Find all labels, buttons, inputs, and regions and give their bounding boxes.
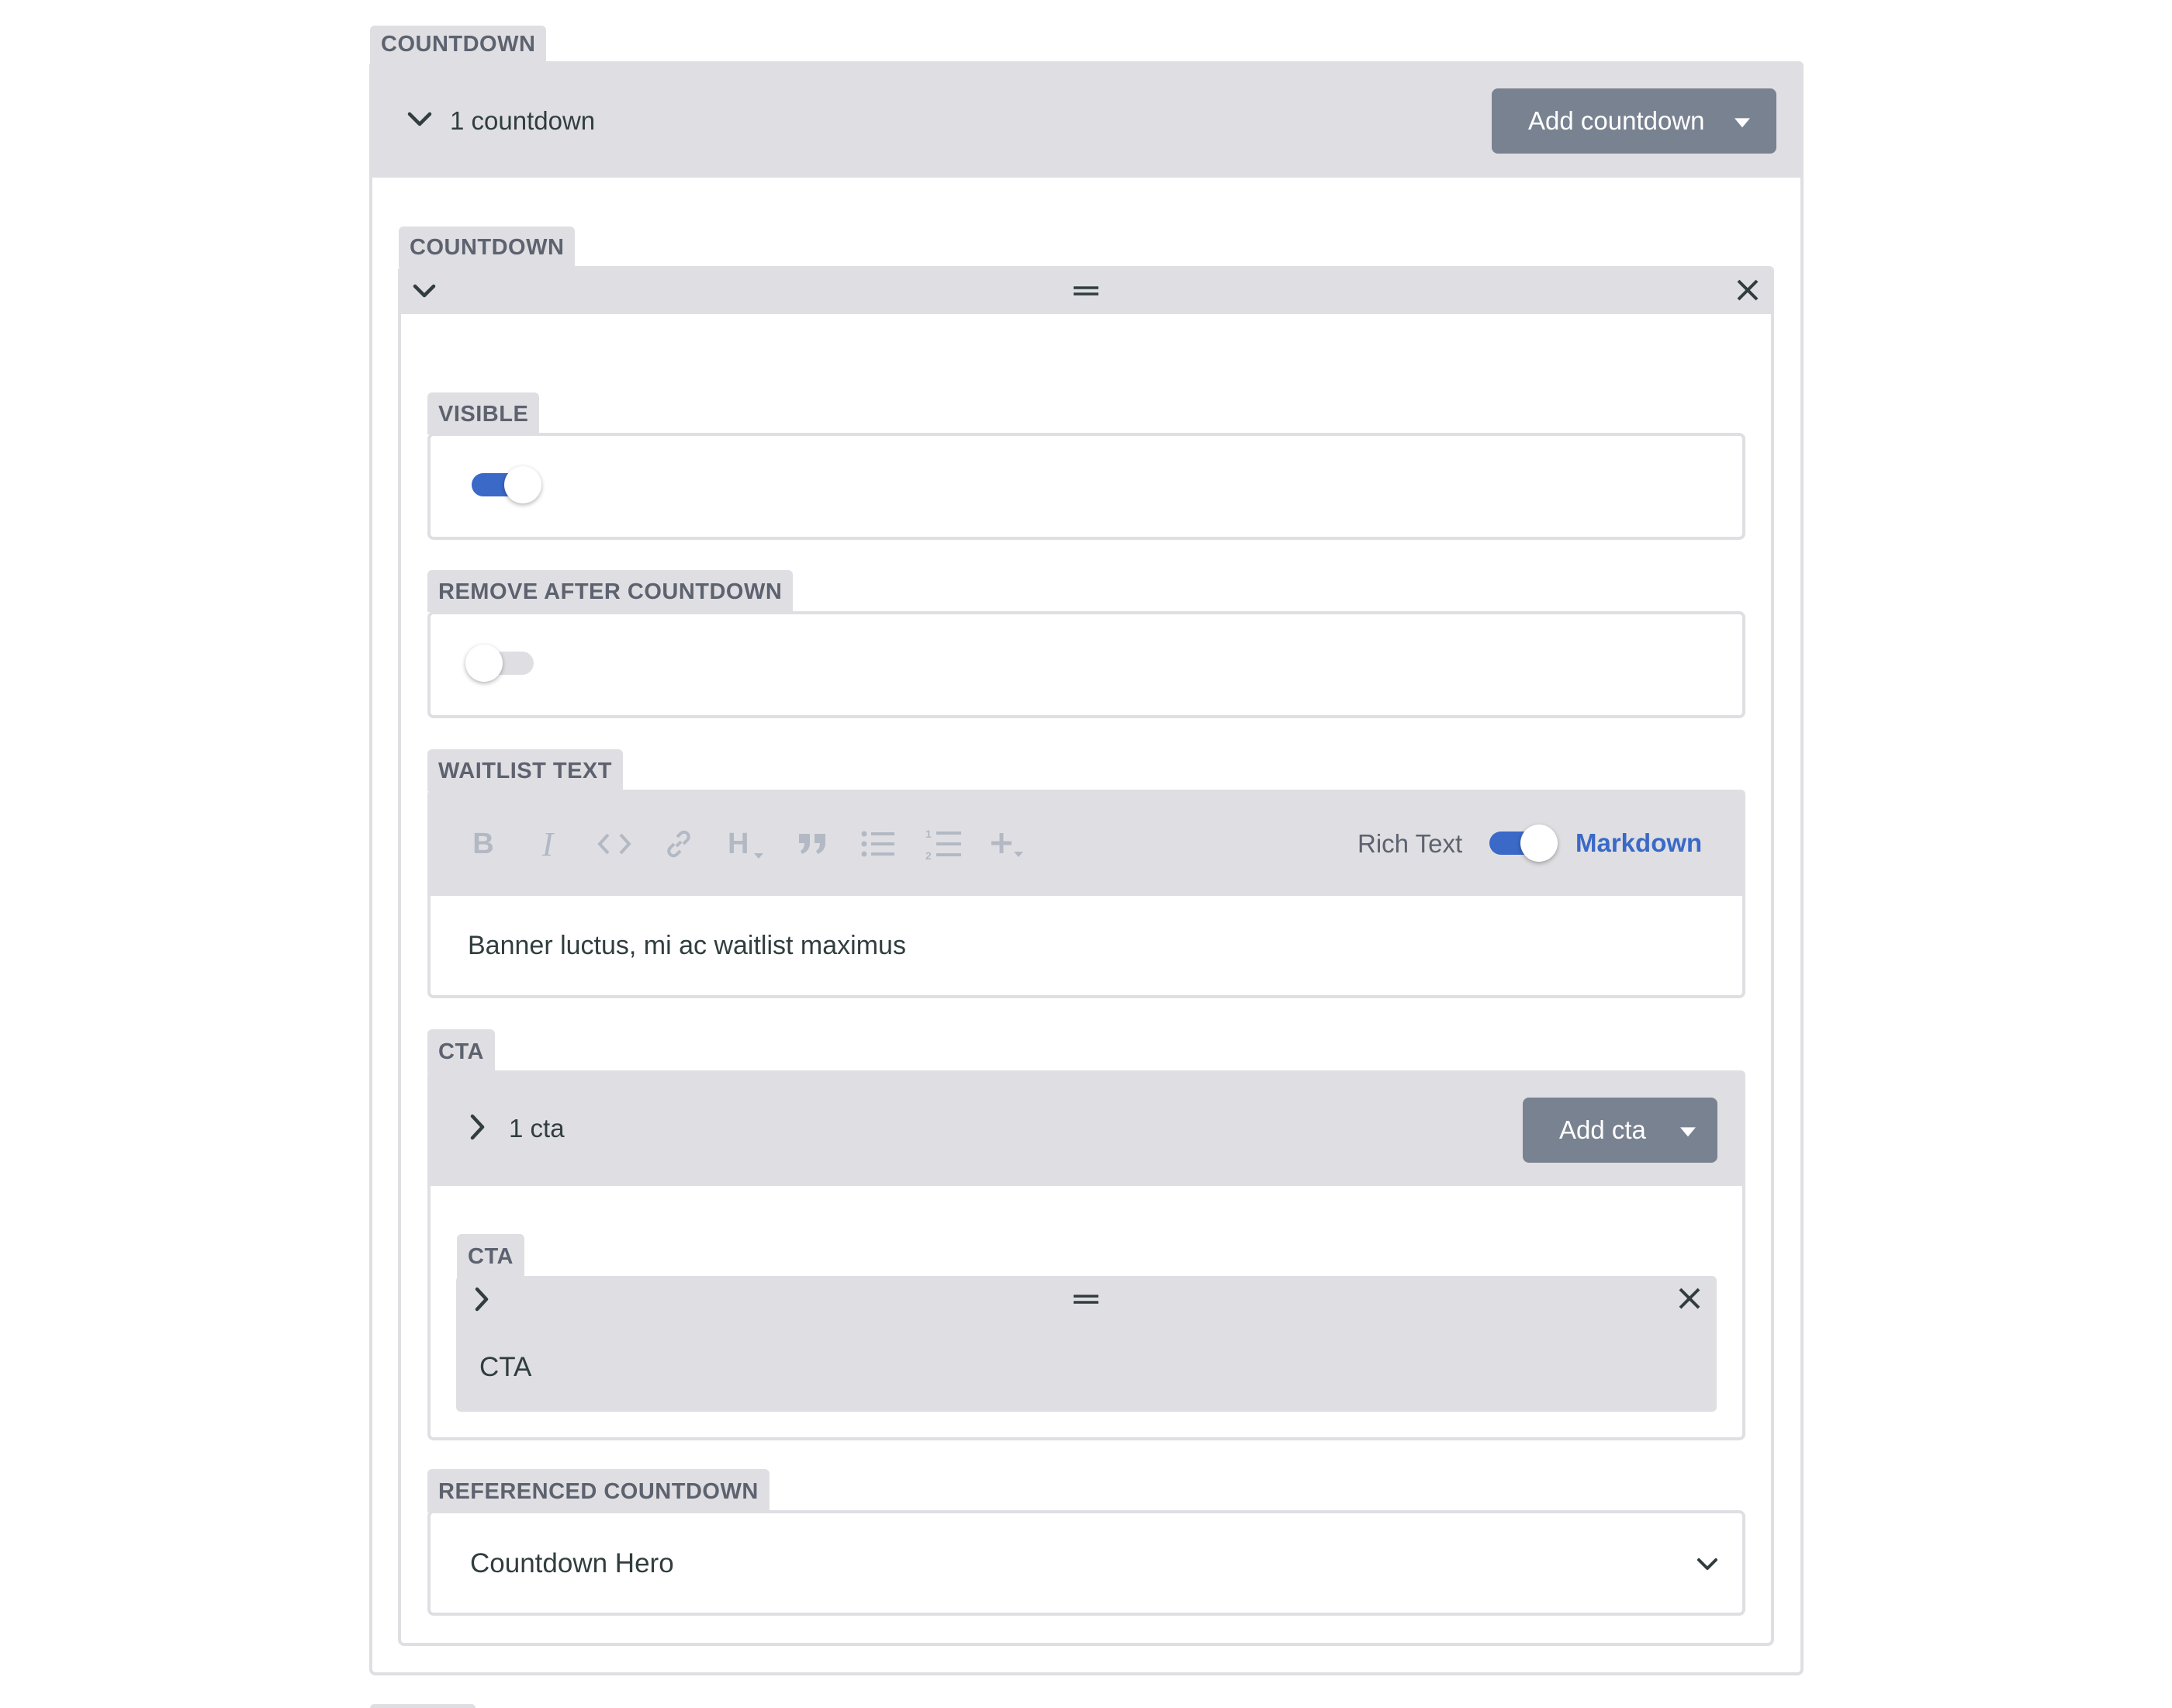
close-icon[interactable]	[1676, 1285, 1703, 1312]
bulleted-list-icon[interactable]	[859, 825, 898, 863]
visible-label: VISIBLE	[427, 392, 539, 434]
outer-countdown-label: COUNTDOWN	[370, 26, 546, 63]
outer-count-text: 1 countdown	[450, 106, 596, 135]
svg-text:2: 2	[925, 849, 932, 861]
add-countdown-button[interactable]	[1492, 88, 1776, 154]
remove-after-countdown-field	[427, 611, 1745, 718]
caret-down-icon[interactable]	[1680, 1127, 1696, 1136]
toggle-knob	[1520, 825, 1558, 862]
add-cta-button[interactable]	[1523, 1098, 1717, 1163]
drag-handle-icon[interactable]	[1072, 283, 1100, 299]
remove-after-countdown-toggle[interactable]	[465, 644, 540, 683]
svg-text:1: 1	[925, 828, 932, 840]
cta-list-label: CTA	[427, 1029, 495, 1073]
link-icon[interactable]	[659, 825, 698, 863]
chevron-down-icon[interactable]	[1696, 1552, 1719, 1575]
waitlist-text-label: WAITLIST TEXT	[427, 749, 623, 791]
heading-icon[interactable]	[726, 825, 776, 863]
add-component-icon[interactable]	[989, 825, 1032, 863]
toggle-knob	[465, 645, 503, 682]
referenced-countdown-value: Countdown Hero	[470, 1548, 674, 1578]
chevron-down-icon[interactable]	[406, 107, 433, 133]
chevron-down-icon[interactable]	[411, 278, 438, 304]
caret-down-icon[interactable]	[1734, 118, 1750, 127]
add-cta-label: Add cta	[1559, 1115, 1646, 1144]
svg-text:H: H	[728, 828, 749, 860]
waitlist-text-content[interactable]: Banner luctus, mi ac waitlist maximus	[468, 931, 906, 960]
quote-icon[interactable]	[793, 825, 832, 863]
numbered-list-icon[interactable]	[925, 825, 963, 863]
cta-item-summary: CTA	[479, 1352, 532, 1382]
visible-toggle[interactable]	[472, 465, 546, 504]
countdown-item-label: COUNTDOWN	[399, 226, 575, 267]
markdown-label: Markdown	[1575, 828, 1703, 857]
next-field-tab	[370, 1704, 476, 1708]
cta-count-text: 1 cta	[509, 1114, 565, 1143]
rich-text-label: Rich Text	[1358, 829, 1463, 858]
remove-after-countdown-label: REMOVE AFTER COUNTDOWN	[427, 570, 793, 612]
toggle-knob	[504, 466, 541, 503]
cta-item-label: CTA	[457, 1234, 524, 1278]
close-icon[interactable]	[1734, 277, 1761, 303]
drag-handle-icon[interactable]	[1072, 1291, 1100, 1307]
italic-icon[interactable]: I	[541, 825, 554, 863]
bold-icon[interactable]: B	[472, 827, 494, 860]
markdown-mode-toggle[interactable]	[1486, 823, 1561, 863]
add-countdown-label: Add countdown	[1528, 106, 1705, 135]
visible-field	[427, 433, 1745, 540]
chevron-right-icon[interactable]	[469, 1286, 495, 1312]
chevron-right-icon[interactable]	[465, 1114, 491, 1140]
code-icon[interactable]	[595, 825, 634, 863]
referenced-countdown-label: REFERENCED COUNTDOWN	[427, 1469, 770, 1513]
